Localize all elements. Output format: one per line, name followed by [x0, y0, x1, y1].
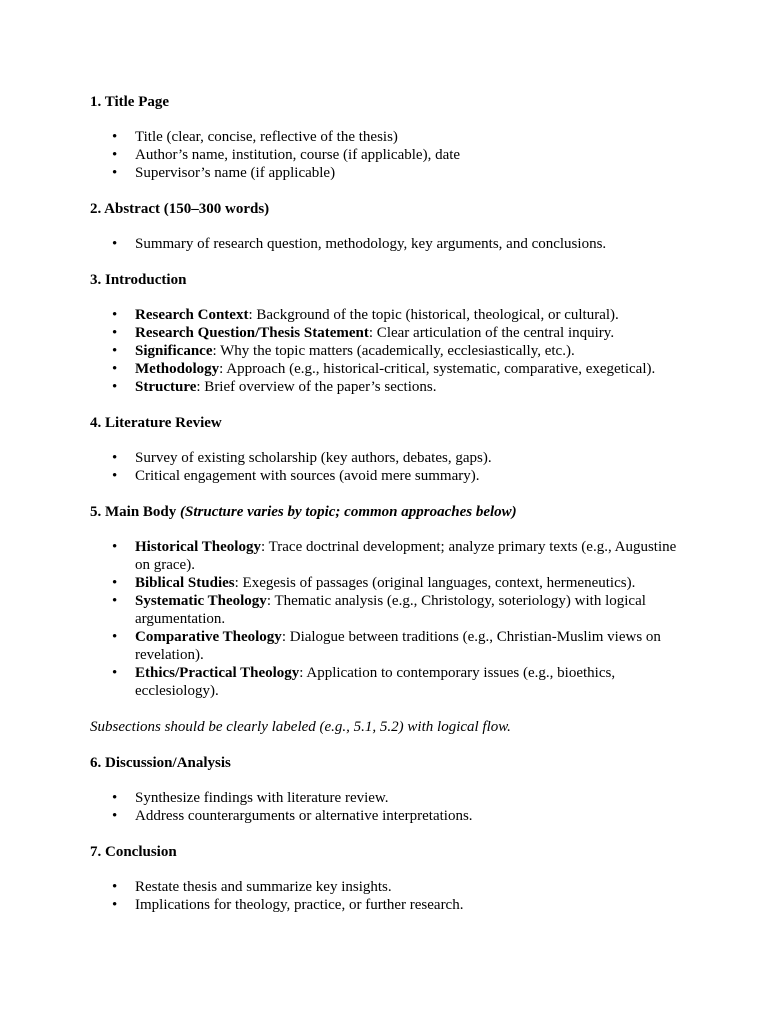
section-discussion — [90, 754, 680, 825]
item-term: Structure — [135, 379, 197, 395]
list-item: • Author’s name, institution, course (if applicable), date — [112, 147, 461, 163]
list-item: • Summary of research question, methodology, key arguments, and conclusions. — [112, 236, 607, 252]
document-body — [90, 93, 680, 932]
list-item: • Synthesize findings with literature review. — [112, 790, 389, 806]
bullet-list — [90, 128, 680, 182]
list-item: • Implications for theology, practice, or further research. — [112, 897, 464, 913]
bullet-list — [90, 878, 680, 914]
list-item: • Systematic Theology: Thematic analysis (e.g., Christology, soteriology) with logical argumentation. — [112, 593, 646, 627]
list-item: • Comparative Theology: Dialogue between traditions (e.g., Christian-Muslim views on revelation). — [112, 629, 661, 663]
section-heading: 5. Main Body (Structure varies by topic; common approaches below) — [90, 504, 517, 520]
bullet-icon: • — [112, 593, 118, 609]
bullet-list — [90, 235, 680, 253]
bullet-list — [90, 538, 680, 700]
list-item: • Title (clear, concise, reflective of the thesis) — [112, 129, 398, 145]
bullet-icon: • — [112, 379, 118, 395]
bullet-list — [90, 789, 680, 825]
item-term: Research Question/Thesis Statement — [135, 325, 369, 341]
list-item: • Survey of existing scholarship (key authors, debates, gaps). — [112, 450, 492, 466]
bullet-icon: • — [112, 307, 118, 323]
bullet-list — [90, 306, 680, 396]
section-heading: 7. Conclusion — [90, 844, 177, 860]
section-note: Subsections should be clearly labeled (e.g., 5.1, 5.2) with logical flow. — [90, 719, 511, 735]
item-term: Ethics/Practical Theology — [135, 665, 300, 681]
bullet-icon: • — [112, 468, 118, 484]
item-term: Historical Theology — [135, 539, 261, 555]
list-item: • Ethics/Practical Theology: Application to contemporary issues (e.g., bioethics, ecclesiology). — [112, 665, 616, 699]
item-term: Systematic Theology — [135, 593, 267, 609]
bullet-icon: • — [112, 629, 118, 645]
bullet-icon: • — [112, 147, 118, 163]
bullet-icon: • — [112, 450, 118, 466]
section-introduction — [90, 271, 680, 396]
list-item: • Address counterarguments or alternative interpretations. — [112, 808, 473, 824]
item-term: Significance — [135, 343, 213, 359]
list-item: • Supervisor’s name (if applicable) — [112, 165, 336, 181]
list-item: • Methodology: Approach (e.g., historical-critical, systematic, comparative, exegetical). — [112, 361, 656, 377]
list-item: • Significance: Why the topic matters (academically, ecclesiastically, etc.). — [112, 343, 575, 359]
section-heading: 4. Literature Review — [90, 415, 222, 431]
bullet-icon: • — [112, 808, 118, 824]
list-item: • Research Context: Background of the topic (historical, theological, or cultural). — [112, 307, 619, 323]
bullet-icon: • — [112, 129, 118, 145]
item-term: Comparative Theology — [135, 629, 282, 645]
bullet-icon: • — [112, 665, 118, 681]
section-heading: 2. Abstract (150–300 words) — [90, 201, 270, 217]
bullet-icon: • — [112, 879, 118, 895]
list-item: • Research Question/Thesis Statement: Clear articulation of the central inquiry. — [112, 325, 615, 341]
bullet-icon: • — [112, 361, 118, 377]
item-term: Methodology — [135, 361, 220, 377]
bullet-icon: • — [112, 539, 118, 555]
section-heading: 3. Introduction — [90, 272, 187, 288]
list-item: • Biblical Studies: Exegesis of passages (original languages, context, hermeneutics). — [112, 575, 636, 591]
section-abstract — [90, 200, 680, 253]
section-heading: 6. Discussion/Analysis — [90, 755, 231, 771]
heading-note: (Structure varies by topic; common approaches below) — [180, 504, 517, 520]
bullet-icon: • — [112, 325, 118, 341]
list-item: • Structure: Brief overview of the paper’s sections. — [112, 379, 437, 395]
item-term: Biblical Studies — [135, 575, 235, 591]
list-item: • Historical Theology: Trace doctrinal development; analyze primary texts (e.g., Augustine on grace). — [112, 539, 677, 573]
list-item: • Restate thesis and summarize key insights. — [112, 879, 392, 895]
section-conclusion — [90, 843, 680, 914]
bullet-list — [90, 449, 680, 485]
list-item: • Critical engagement with sources (avoid mere summary). — [112, 468, 480, 484]
section-title-page — [90, 93, 680, 182]
item-term: Research Context — [135, 307, 249, 323]
section-heading: 1. Title Page — [90, 94, 170, 110]
bullet-icon: • — [112, 165, 118, 181]
bullet-icon: • — [112, 790, 118, 806]
section-main-body — [90, 503, 680, 736]
section-literature-review — [90, 414, 680, 485]
bullet-icon: • — [112, 236, 118, 252]
bullet-icon: • — [112, 575, 118, 591]
bullet-icon: • — [112, 897, 118, 913]
bullet-icon: • — [112, 343, 118, 359]
